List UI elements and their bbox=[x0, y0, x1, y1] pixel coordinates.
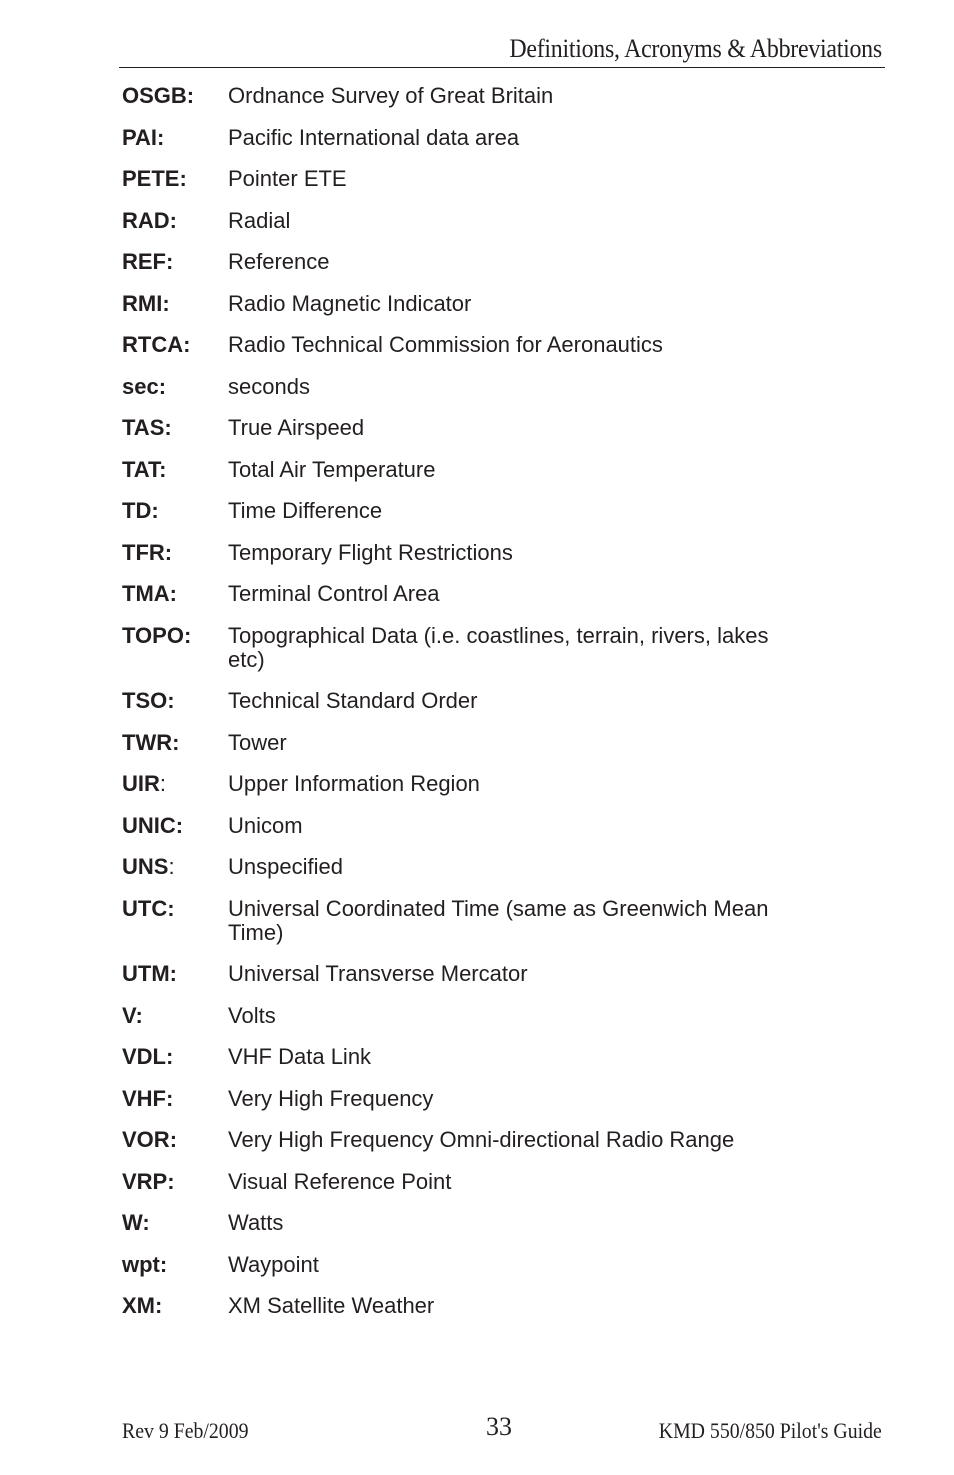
glossary-entry bbox=[122, 772, 772, 796]
glossary-definition: Radio Technical Commission for Aeronautics bbox=[228, 332, 663, 357]
glossary-list bbox=[122, 84, 772, 1336]
glossary-term bbox=[122, 1211, 228, 1235]
glossary-definition: Visual Reference Point bbox=[228, 1168, 452, 1194]
glossary-entry bbox=[122, 458, 772, 482]
footer-revision: Rev 9 Feb/2009 bbox=[122, 1418, 249, 1443]
footer-guide-title: KMD 550/850 Pilot's Guide bbox=[658, 1418, 882, 1443]
glossary-definition: Pointer ETE bbox=[228, 166, 347, 191]
glossary-term bbox=[122, 731, 228, 755]
term-text: OSGB bbox=[122, 83, 187, 108]
glossary-definition: True Airspeed bbox=[228, 415, 365, 440]
term-colon: : bbox=[169, 207, 177, 233]
term-colon: : bbox=[158, 373, 167, 399]
glossary-definition: Universal Transverse Mercator bbox=[228, 961, 528, 986]
term-colon: : bbox=[151, 498, 159, 523]
term-colon: : bbox=[183, 622, 192, 648]
glossary-term bbox=[122, 167, 228, 191]
glossary-term bbox=[122, 1004, 228, 1028]
term-colon: : bbox=[169, 1127, 178, 1152]
term-text: UTC bbox=[122, 895, 168, 921]
glossary-term bbox=[122, 962, 228, 986]
glossary-term bbox=[122, 1253, 228, 1277]
term-colon: : bbox=[164, 415, 172, 440]
glossary-definition: Volts bbox=[228, 1002, 276, 1028]
glossary-definition: Terminal Control Area bbox=[228, 581, 440, 606]
glossary-definition: Tower bbox=[228, 729, 287, 755]
glossary-term bbox=[122, 897, 228, 921]
glossary-entry bbox=[122, 292, 772, 316]
glossary-term bbox=[122, 1045, 228, 1069]
glossary-term bbox=[122, 624, 228, 648]
glossary-term bbox=[122, 772, 228, 796]
term-text: TFR bbox=[122, 539, 165, 565]
glossary-term bbox=[122, 1170, 228, 1194]
term-colon: : bbox=[157, 124, 165, 150]
header-divider bbox=[119, 67, 885, 68]
glossary-definition: seconds bbox=[228, 373, 310, 399]
glossary-entry bbox=[122, 499, 772, 523]
term-text: TWR bbox=[122, 729, 173, 755]
glossary-definition: Pacific International data area bbox=[228, 124, 520, 150]
glossary-entry bbox=[122, 962, 772, 986]
glossary-entry bbox=[122, 333, 772, 357]
glossary-entry bbox=[122, 1170, 772, 1194]
term-text: W bbox=[122, 1210, 143, 1235]
glossary-entry bbox=[122, 84, 772, 108]
glossary-entry bbox=[122, 1253, 772, 1277]
glossary-entry bbox=[122, 897, 772, 945]
glossary-definition: VHF Data Link bbox=[228, 1044, 372, 1069]
glossary-definition: Time Difference bbox=[228, 498, 383, 523]
term-text: TMA bbox=[122, 581, 170, 606]
glossary-definition: Radial bbox=[228, 207, 291, 233]
glossary-entry bbox=[122, 624, 772, 672]
term-text: TSO bbox=[122, 688, 168, 713]
term-text: UNS bbox=[122, 854, 169, 879]
term-text: TAS bbox=[122, 415, 165, 440]
term-colon: : bbox=[167, 1168, 175, 1194]
glossary-term bbox=[122, 250, 228, 274]
glossary-term bbox=[122, 855, 228, 879]
term-text: XM bbox=[122, 1293, 155, 1318]
glossary-definition: Very High Frequency bbox=[228, 1085, 434, 1111]
term-text: TAT bbox=[122, 456, 160, 482]
glossary-entry bbox=[122, 1211, 772, 1235]
term-text: TD bbox=[122, 498, 152, 523]
term-text: sec bbox=[122, 373, 159, 399]
glossary-term bbox=[122, 689, 228, 713]
term-text: VDL bbox=[122, 1044, 166, 1069]
term-text: PAI bbox=[122, 124, 158, 150]
glossary-definition: Watts bbox=[228, 1210, 284, 1235]
glossary-definition: Temporary Flight Restrictions bbox=[228, 539, 513, 565]
glossary-term bbox=[122, 1128, 228, 1152]
glossary-definition: Ordnance Survey of Great Britain bbox=[228, 83, 554, 108]
term-colon: : bbox=[175, 812, 184, 838]
glossary-definition: Unicom bbox=[228, 812, 303, 838]
term-colon: : bbox=[166, 1044, 174, 1069]
term-text: VHF bbox=[122, 1085, 166, 1111]
glossary-term bbox=[122, 458, 228, 482]
term-colon: : bbox=[167, 688, 175, 713]
term-text: wpt bbox=[122, 1251, 160, 1277]
glossary-term bbox=[122, 333, 228, 357]
term-colon: : bbox=[183, 332, 191, 357]
glossary-entry bbox=[122, 582, 772, 606]
term-text: RMI bbox=[122, 290, 163, 316]
term-colon: : bbox=[166, 249, 174, 274]
glossary-term bbox=[122, 541, 228, 565]
glossary-definition: Total Air Temperature bbox=[228, 456, 436, 482]
glossary-definition: Upper Information Region bbox=[228, 771, 480, 796]
term-colon: : bbox=[168, 854, 175, 879]
glossary-definition: Reference bbox=[228, 249, 330, 274]
term-text: RTCA bbox=[122, 332, 184, 357]
glossary-entry bbox=[122, 416, 772, 440]
glossary-entry bbox=[122, 731, 772, 755]
glossary-term bbox=[122, 126, 228, 150]
term-colon: : bbox=[142, 1210, 150, 1235]
glossary-entry bbox=[122, 1004, 772, 1028]
glossary-entry bbox=[122, 209, 772, 233]
glossary-entry bbox=[122, 1294, 772, 1318]
glossary-term bbox=[122, 84, 228, 108]
glossary-term bbox=[122, 499, 228, 523]
term-text: UTM bbox=[122, 961, 170, 986]
term-colon: : bbox=[159, 771, 167, 796]
term-text: PETE bbox=[122, 166, 180, 191]
footer-page-number: 33 bbox=[486, 1412, 512, 1441]
term-text: UIR bbox=[122, 771, 160, 796]
term-colon: : bbox=[135, 1002, 143, 1028]
glossary-entry bbox=[122, 375, 772, 399]
glossary-entry bbox=[122, 250, 772, 274]
glossary-term bbox=[122, 582, 228, 606]
term-text: VOR bbox=[122, 1127, 170, 1152]
glossary-term bbox=[122, 375, 228, 399]
term-colon: : bbox=[169, 581, 177, 606]
glossary-entry bbox=[122, 689, 772, 713]
glossary-definition: Waypoint bbox=[228, 1251, 319, 1277]
term-text: RAD bbox=[122, 207, 170, 233]
page-header-title: Definitions, Acronyms & Abbreviations bbox=[509, 34, 882, 63]
glossary-term bbox=[122, 416, 228, 440]
glossary-entry bbox=[122, 167, 772, 191]
glossary-entry bbox=[122, 1087, 772, 1111]
glossary-entry bbox=[122, 1128, 772, 1152]
term-colon: : bbox=[179, 166, 187, 191]
glossary-definition: Topographical Data (i.e. coastlines, terrain, rivers, lakes etc) bbox=[228, 622, 769, 672]
glossary-term bbox=[122, 292, 228, 316]
term-text: TOPO bbox=[122, 622, 184, 648]
term-colon: : bbox=[164, 539, 173, 565]
glossary-definition: Technical Standard Order bbox=[228, 688, 478, 713]
term-text: UNIC bbox=[122, 812, 176, 838]
term-colon: : bbox=[186, 83, 195, 108]
glossary-definition: Unspecified bbox=[228, 854, 343, 879]
glossary-definition: Very High Frequency Omni-directional Radio Range bbox=[228, 1127, 735, 1152]
glossary-entry bbox=[122, 541, 772, 565]
glossary-term bbox=[122, 814, 228, 838]
term-colon: : bbox=[167, 895, 175, 921]
term-colon: : bbox=[169, 961, 177, 986]
term-text: V bbox=[122, 1002, 136, 1028]
term-colon: : bbox=[172, 729, 180, 755]
glossary-term bbox=[122, 1294, 228, 1318]
glossary-entry bbox=[122, 126, 772, 150]
term-colon: : bbox=[159, 456, 167, 482]
term-text: VRP bbox=[122, 1168, 168, 1194]
term-colon: : bbox=[155, 1293, 163, 1318]
term-colon: : bbox=[166, 1085, 174, 1111]
glossary-definition: XM Satellite Weather bbox=[228, 1293, 435, 1318]
glossary-entry bbox=[122, 855, 772, 879]
glossary-entry bbox=[122, 1045, 772, 1069]
term-colon: : bbox=[159, 1251, 168, 1277]
term-text: REF bbox=[122, 249, 166, 274]
glossary-definition: Radio Magnetic Indicator bbox=[228, 290, 472, 316]
term-colon: : bbox=[162, 290, 170, 316]
glossary-entry bbox=[122, 814, 772, 838]
glossary-term bbox=[122, 209, 228, 233]
glossary-term bbox=[122, 1087, 228, 1111]
glossary-definition: Universal Coordinated Time (same as Greenwich Mean Time) bbox=[228, 895, 769, 945]
